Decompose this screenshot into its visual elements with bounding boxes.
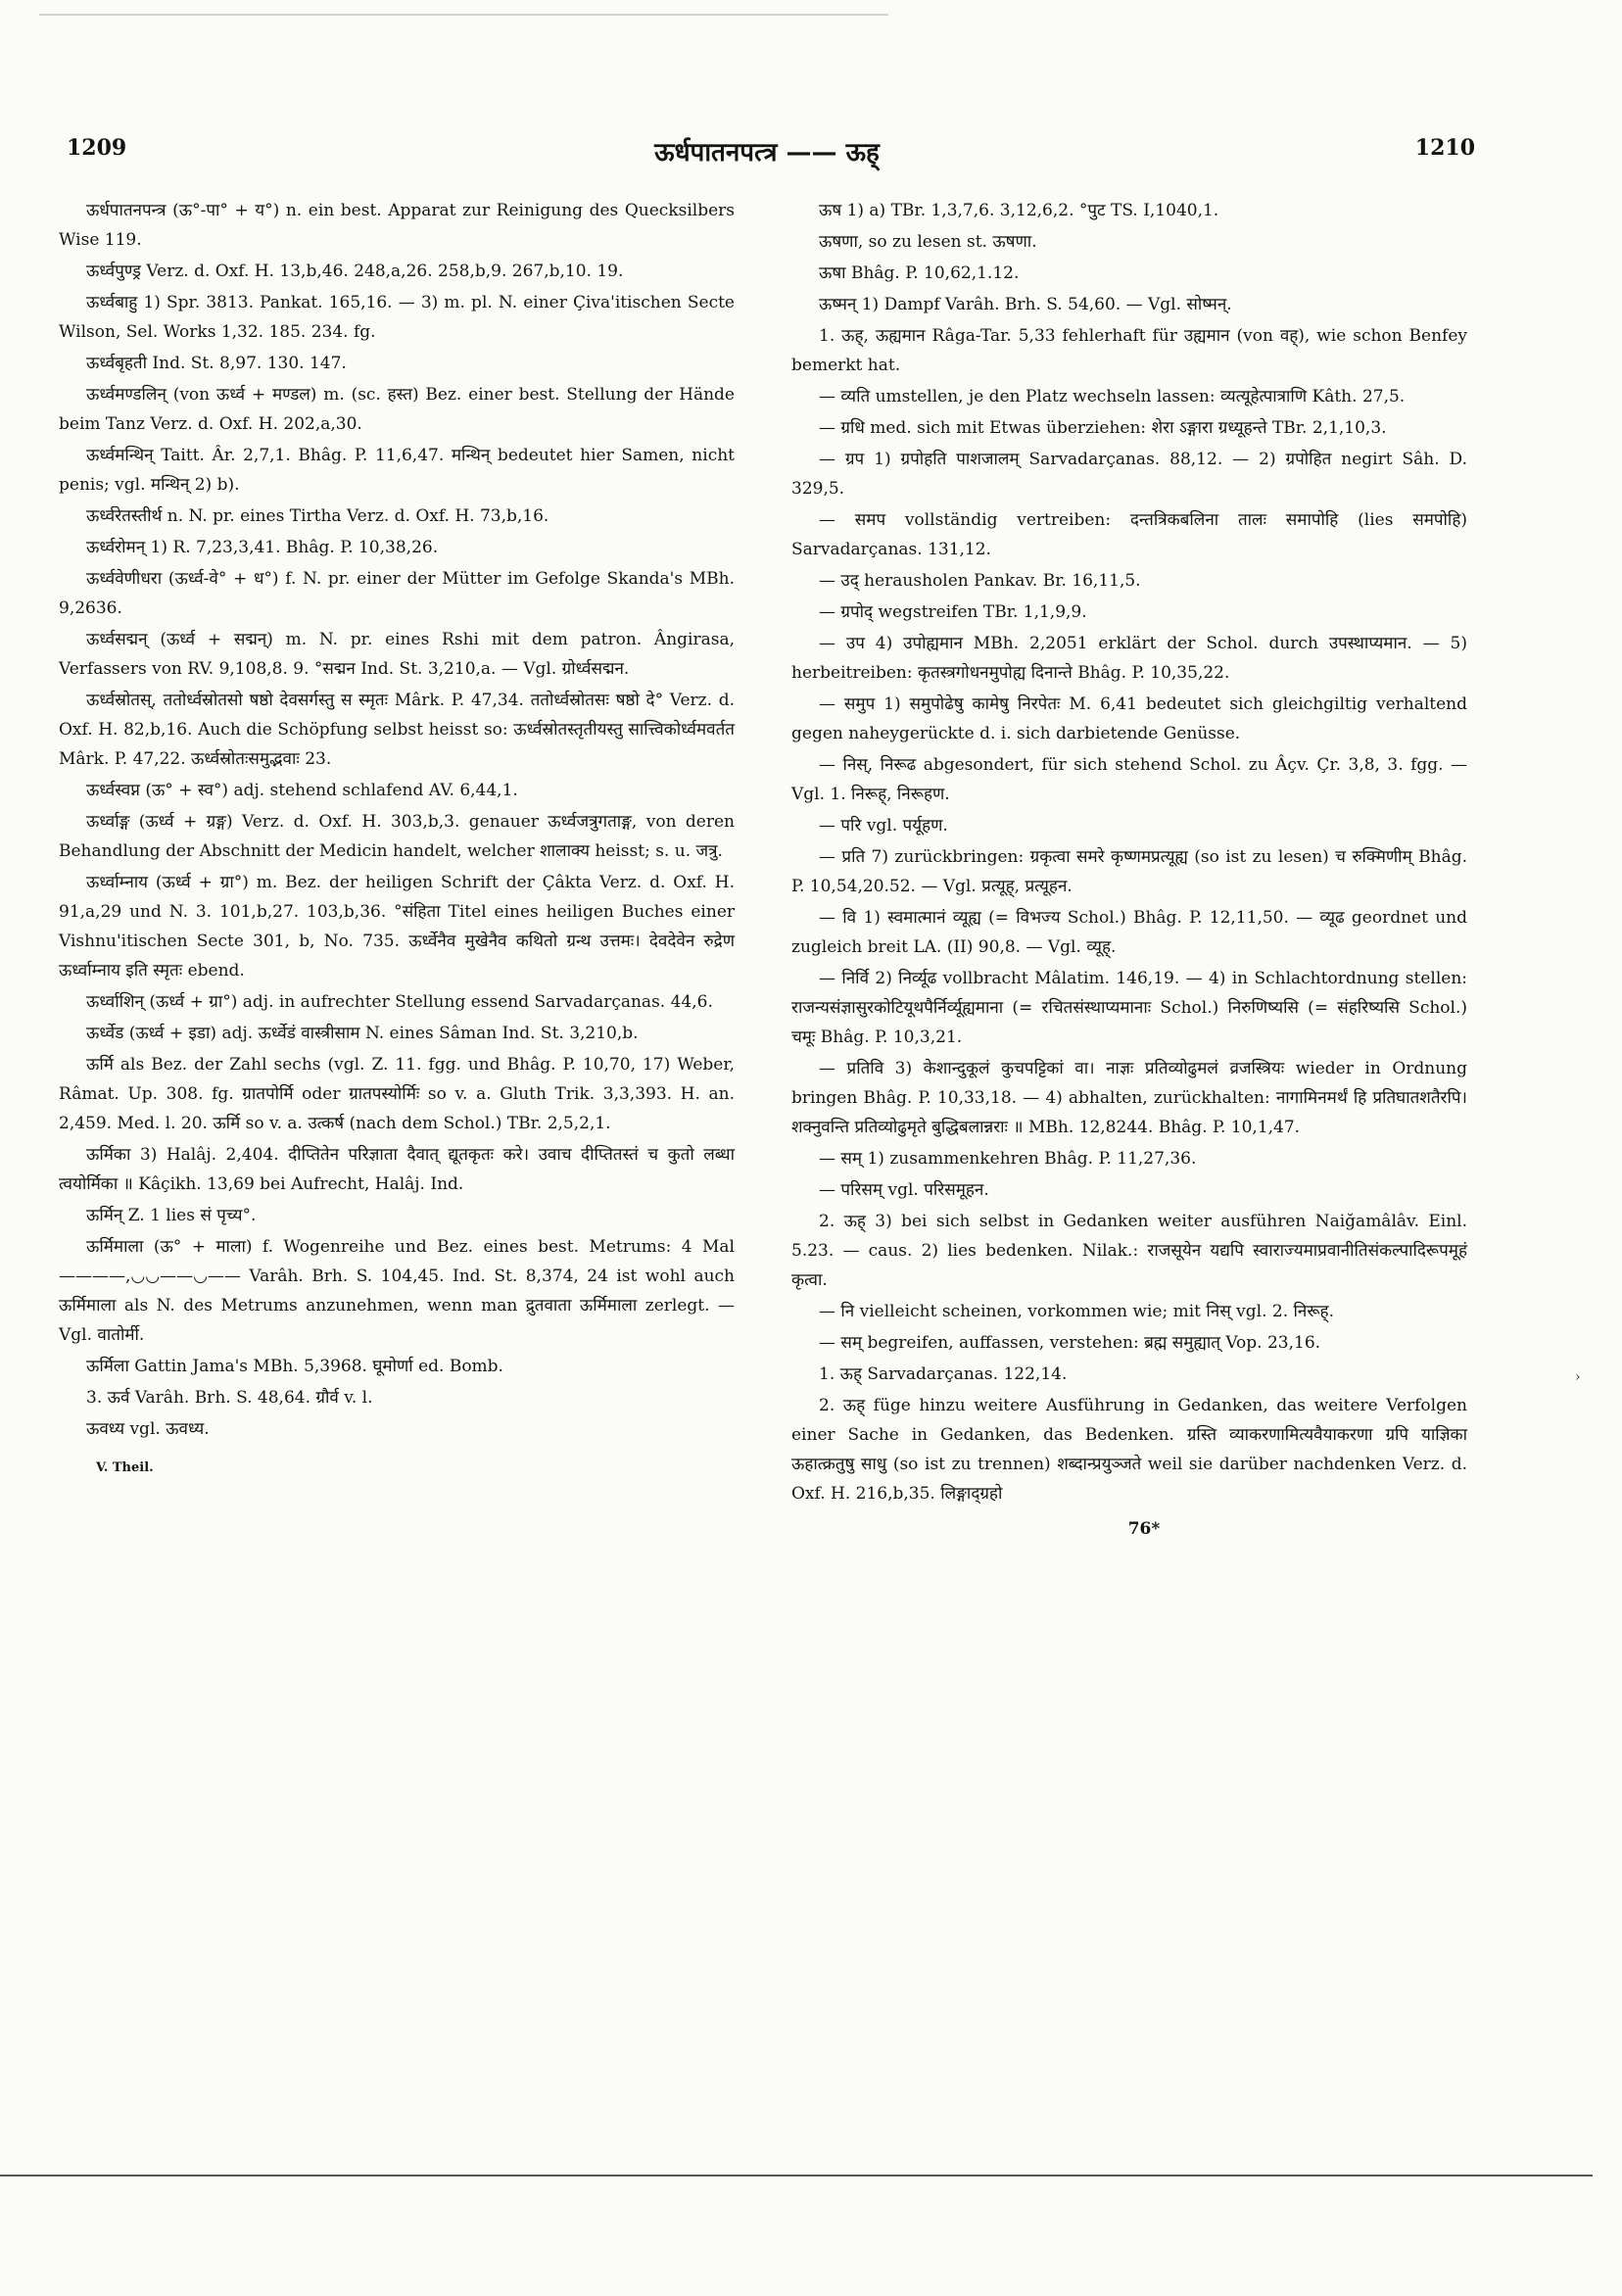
dictionary-entry: ऊर्मिमाला (ऊ° + माला) f. Wogenreihe und Bez. eines best. Metrums: 4 Mal ————,◡◡——◡—— Varâh. Brh. S. 104,45. Ind. St. 8,374, 24 ist wohl auch ऊर्मिमाला als N. des Metrums anzunehmen, wenn man द्रुतवाता ऊर्मिमाला zerlegt. — Vgl. वातोर्मी. bbox=[59, 1237, 735, 1345]
sheet-signature: 76* bbox=[1127, 1519, 1161, 1539]
dictionary-entry: ऊर्ध्वबाहु 1) Spr. 3813. Pankat. 165,16. — 3) m. pl. N. einer Çiva'itischen Secte Wilson, Sel. Works 1,32. 185. 234. fg. bbox=[59, 293, 735, 342]
left-column bbox=[59, 196, 735, 1485]
dictionary-entry: ऊर्ध्वेड (ऊर्ध्व + इडा) adj. ऊर्ध्वेडं वास्त्रीसाम N. eines Sâman Ind. St. 3,210,b. bbox=[86, 1024, 639, 1043]
page-header bbox=[59, 135, 1475, 174]
dictionary-entry: — परिसम् vgl. परिसमूहन. bbox=[819, 1180, 989, 1200]
dictionary-entry: ऊर्ध्ववेणीधरा (ऊर्ध्व-वे° + ध°) f. N. pr. einer der Mütter im Gefolge Skanda's MBh. 9,2636. bbox=[59, 569, 735, 618]
dictionary-entry: 1. ऊह् Sarvadarçanas. 122,14. bbox=[819, 1364, 1068, 1384]
dictionary-entry: ऊषा Bhâg. P. 10,62,1.12. bbox=[819, 263, 1020, 283]
margin-mark: › bbox=[1575, 1369, 1581, 1385]
top-scan-rule bbox=[39, 14, 1583, 16]
dictionary-entry: ऊर्ध्वबृहती Ind. St. 8,97. 130. 147. bbox=[86, 354, 347, 373]
volume-signature: V. Theil. bbox=[96, 1460, 154, 1475]
dictionary-entry: — उप 4) उपोह्यमान MBh. 2,2051 erklärt der Schol. durch उपस्थाप्यमान. — 5) herbeitreiben: कृतस्त्रगोधनमुपोह्य दिनान्ते Bhâg. P. 10,35,22. bbox=[791, 634, 1467, 683]
dictionary-entry: 2. ऊह् füge hinzu weitere Ausführung in Gedanken, das weitere Verfolgen einer Sache in Gedanken, das Bedenken. ग्रस्ति व्याकरणामित्यवैयाकरणा ग्रपि याज्ञिका ऊहात्क्रतुषु साधु (so ist zu trennen) शब्दान्प्रयुञ्जते weil sie darüber nachdenken Verz. d. Oxf. H. 216,b,35. लिङ्गाद्ग्रहो bbox=[791, 1396, 1467, 1504]
dictionary-entry: — समुप 1) समुपोढेषु कामेषु निरपेतः M. 6,41 bedeutet sich gleichgiltig verhaltend gegen naheygerückte d. i. sich darbietende Genüsse. bbox=[791, 694, 1467, 743]
dictionary-entry: ऊर्मिला Gattin Jama's MBh. 5,3968. घूमोर्णा ed. Bomb. bbox=[86, 1357, 503, 1376]
dictionary-entry: — ग्रधि med. sich mit Etwas überziehen: शेरा ऽङ्गारा ग्रध्यूहन्ते TBr. 2,1,10,3. bbox=[819, 418, 1387, 438]
dictionary-entry: ऊषणा, so zu lesen st. ऊषणा. bbox=[819, 232, 1037, 252]
page-number-left: 1209 bbox=[67, 135, 127, 161]
dictionary-entry: ऊर्ध्वाम्नाय (ऊर्ध्व + ग्रा°) m. Bez. der heiligen Schrift der Çâkta Verz. d. Oxf. H. 91,a,29 und N. 3. 101,b,27. 103,b,36. °संहिता Titel eines heiligen Buches einer Vishnu'itischen Secte 301, b, No. 735. ऊर्ध्वेनैव मुखेनैव कथितो ग्रन्थ उत्तमः। देवदेवेन रुद्रेण ऊर्ध्वाम्नाय इति स्मृतः ebend. bbox=[59, 873, 735, 981]
dictionary-entry: ऊर्ध्वरोमन् 1) R. 7,23,3,41. Bhâg. P. 10,38,26. bbox=[86, 538, 439, 557]
dictionary-entry: ऊष्मन् 1) Dampf Varâh. Brh. S. 54,60. — Vgl. सोष्मन्. bbox=[819, 295, 1232, 314]
dictionary-entry: — प्रति 7) zurückbringen: ग्रकृत्वा समरे कृष्णमप्रत्यूह्य (so ist zu lesen) च रुक्मिणीम् Bhâg. P. 10,54,20.52. — Vgl. प्रत्यूह्, प्रत्यूहन. bbox=[791, 847, 1467, 896]
dictionary-entry: ऊर्ध्वरेतस्तीर्थ n. N. pr. eines Tirtha Verz. d. Oxf. H. 73,b,16. bbox=[86, 506, 549, 526]
dictionary-entry: ऊष 1) a) TBr. 1,3,7,6. 3,12,6,2. °पुट TS. I,1040,1. bbox=[819, 201, 1219, 220]
dictionary-entry: — उद् herausholen Pankav. Br. 16,11,5. bbox=[819, 571, 1141, 591]
dictionary-entry: — निर्वि 2) निर्व्यूढ vollbracht Mâlatim. 146,19. — 4) in Schlachtordnung stellen: राजन्यसंज्ञासुरकोटियूथपैर्निर्व्यूह्यमाना (= रचितसंस्थाप्यमानाः Schol.) निरुणिष्यसि (= संहरिष्यसि Schol.) चमूः Bhâg. P. 10,3,21. bbox=[791, 969, 1467, 1047]
page-number-right: 1210 bbox=[1414, 135, 1475, 161]
dictionary-entry: — व्यति umstellen, je den Platz wechseln lassen: व्यत्यूहेत्पात्राणि Kâth. 27,5. bbox=[819, 387, 1406, 407]
dictionary-entry: — समप vollständig vertreiben: दन्तत्रिकबलिना तालः समापोहि (lies समपोहि) Sarvadarçanas. 131,12. bbox=[791, 510, 1467, 559]
dictionary-entry: — प्रतिवि 3) केशान्दुकूलं कुचपट्टिकां वा। नाज्ञः प्रतिव्योढुमलं व्रजस्त्रियः wieder in Ordnung bringen Bhâg. P. 10,33,18. — 4) abhalten, zurückhalten: नागामिनमर्थं हि प्रतिघातशतैरपि। शक्नुवन्ति प्रतिव्योढुमृते बुद्धिबलान्नराः ॥ MBh. 12,8244. Bhâg. P. 10,1,47. bbox=[791, 1059, 1467, 1137]
dictionary-entry: — ग्रप 1) ग्रपोहति पाशजालम् Sarvadarçanas. 88,12. — 2) ग्रपोहित negirt Sâh. D. 329,5. bbox=[791, 450, 1467, 499]
dictionary-entry: — परि vgl. पर्यूहण. bbox=[819, 816, 948, 836]
dictionary-entry: — ग्रपोद् wegstreifen TBr. 1,1,9,9. bbox=[819, 602, 1087, 622]
dictionary-entry: — सम् begreifen, auffassen, verstehen: ब्रह्म समुह्यात् Vop. 23,16. bbox=[819, 1333, 1321, 1353]
right-column bbox=[791, 196, 1467, 1560]
dictionary-entry: ऊर्ध्वस्रोतस्, ततोर्ध्वस्रोतसो षष्ठो देवसर्गस्तु स स्मृतः Mârk. P. 47,34. ततोर्ध्वस्रोतसः षष्ठो दे° Verz. d. Oxf. H. 82,b,16. Auch die Schöpfung selbst heisst so: ऊर्ध्वस्रोतस्तृतीयस्तु सात्त्विकोर्ध्वमवर्तत Mârk. P. 47,22. ऊर्ध्वस्रोतःसमुद्भवाः 23. bbox=[59, 691, 735, 769]
dictionary-entry: ऊर्ध्वसद्मन् (ऊर्ध्व + सद्मन्) m. N. pr. eines Rshi mit dem patron. Ângirasa, Verfassers von RV. 9,108,8. 9. °सद्मन Ind. St. 3,210,a. — Vgl. ग्रोर्ध्वसद्मन. bbox=[59, 630, 735, 679]
dictionary-entry: ऊर्ध्वाशिन् (ऊर्ध्व + ग्रा°) adj. in aufrechter Stellung essend Sarvadarçanas. 44,6. bbox=[86, 992, 713, 1012]
dictionary-entry: ऊर्मि als Bez. der Zahl sechs (vgl. Z. 11. fgg. und Bhâg. P. 10,70, 17) Weber, Râmat. Up. 308. fg. ग्रातपोर्मि oder ग्रातपस्योर्मिः so v. a. Gluth Trik. 3,3,393. H. an. 2,459. Med. l. 20. ऊर्मि so v. a. उत्कर्ष (nach dem Schol.) TBr. 2,5,2,1. bbox=[59, 1055, 735, 1133]
dictionary-entry: ऊर्मिका 3) Halâj. 2,404. दीप्तितेन परिज्ञाता दैवात् द्यूतकृतः करे। उवाच दीप्तितस्तं च कुतो लब्धा त्वयोर्मिका ॥ Kâçikh. 13,69 bei Aufrecht, Halâj. Ind. bbox=[59, 1145, 735, 1194]
dictionary-entry: — वि 1) स्वमात्मानं व्यूह्य (= विभज्य Schol.) Bhâg. P. 12,11,50. — व्यूढ geordnet und zugleich breit LA. (II) 90,8. — Vgl. व्यूह्. bbox=[791, 908, 1467, 957]
dictionary-entry: ऊर्ध्वाङ्ग (ऊर्ध्व + ग्रङ्ग) Verz. d. Oxf. H. 303,b,3. genauer ऊर्ध्वजत्रुगताङ्ग, von deren Behandlung der Abschnitt der Medicin handelt, welcher शालाक्य heisst; s. u. जत्रु. bbox=[59, 812, 735, 861]
dictionary-entry: ऊर्ध्वस्वप्न (ऊ° + स्व°) adj. stehend schlafend AV. 6,44,1. bbox=[86, 781, 518, 800]
dictionary-entry: ऊर्ध्वमन्थिन् Taitt. Âr. 2,7,1. Bhâg. P. 11,6,47. मन्थिन् bedeutet hier Samen, nicht penis; vgl. मन्थिन् 2) b). bbox=[59, 446, 735, 495]
dictionary-entry: ऊर्धपातनपन्त्र (ऊ°-पा° + य°) n. ein best. Apparat zur Reinigung des Quecksilbers Wise 119. bbox=[59, 201, 735, 250]
dictionary-entry: ऊर्ध्वपुण्ड्र Verz. d. Oxf. H. 13,b,46. 248,a,26. 258,b,9. 267,b,10. 19. bbox=[86, 262, 624, 281]
running-title: ऊर्धपातनपत्त्र —— ऊह् bbox=[654, 138, 880, 167]
dictionary-entry: 3. ऊर्व Varâh. Brh. S. 48,64. ग्रौर्व v. l. bbox=[86, 1388, 373, 1408]
dictionary-entry: 1. ऊह्, ऊह्यमान Râga-Tar. 5,33 fehlerhaft für उह्यमान (von वह्), wie schon Benfey bemerkt hat. bbox=[791, 326, 1467, 375]
dictionary-entry: ऊर्मिन् Z. 1 lies सं पृच्य°. bbox=[86, 1206, 257, 1225]
dictionary-entry: — सम् 1) zusammenkehren Bhâg. P. 11,27,36. bbox=[819, 1149, 1197, 1169]
dictionary-entry: 2. ऊह् 3) bei sich selbst in Gedanken weiter ausführen Naiğamâlâv. Einl. 5.23. — caus. 2) lies bedenken. Nilak.: राजसूयेन यद्यपि स्वाराज्यमाप्रवानीतिसंकल्पादिरूपमूहं कृत्वा. bbox=[791, 1212, 1467, 1290]
dictionary-entry: — निस्, निरूढ abgesondert, für sich stehend Schol. zu Âçv. Çr. 3,8, 3. fgg. — Vgl. 1. निरूह्, निरूहण. bbox=[791, 755, 1467, 804]
dictionary-entry: ऊर्ध्वमण्डलिन् (von ऊर्ध्व + मण्डल) m. (sc. हस्त) Bez. einer best. Stellung der Hände beim Tanz Verz. d. Oxf. H. 202,a,30. bbox=[59, 385, 735, 434]
dictionary-entry: — नि vielleicht scheinen, vorkommen wie; mit निस् vgl. 2. निरूह्. bbox=[819, 1302, 1334, 1321]
dictionary-entry: ऊवध्य vgl. ऊवध्य. bbox=[86, 1419, 210, 1439]
bottom-rule bbox=[0, 2175, 1593, 2176]
